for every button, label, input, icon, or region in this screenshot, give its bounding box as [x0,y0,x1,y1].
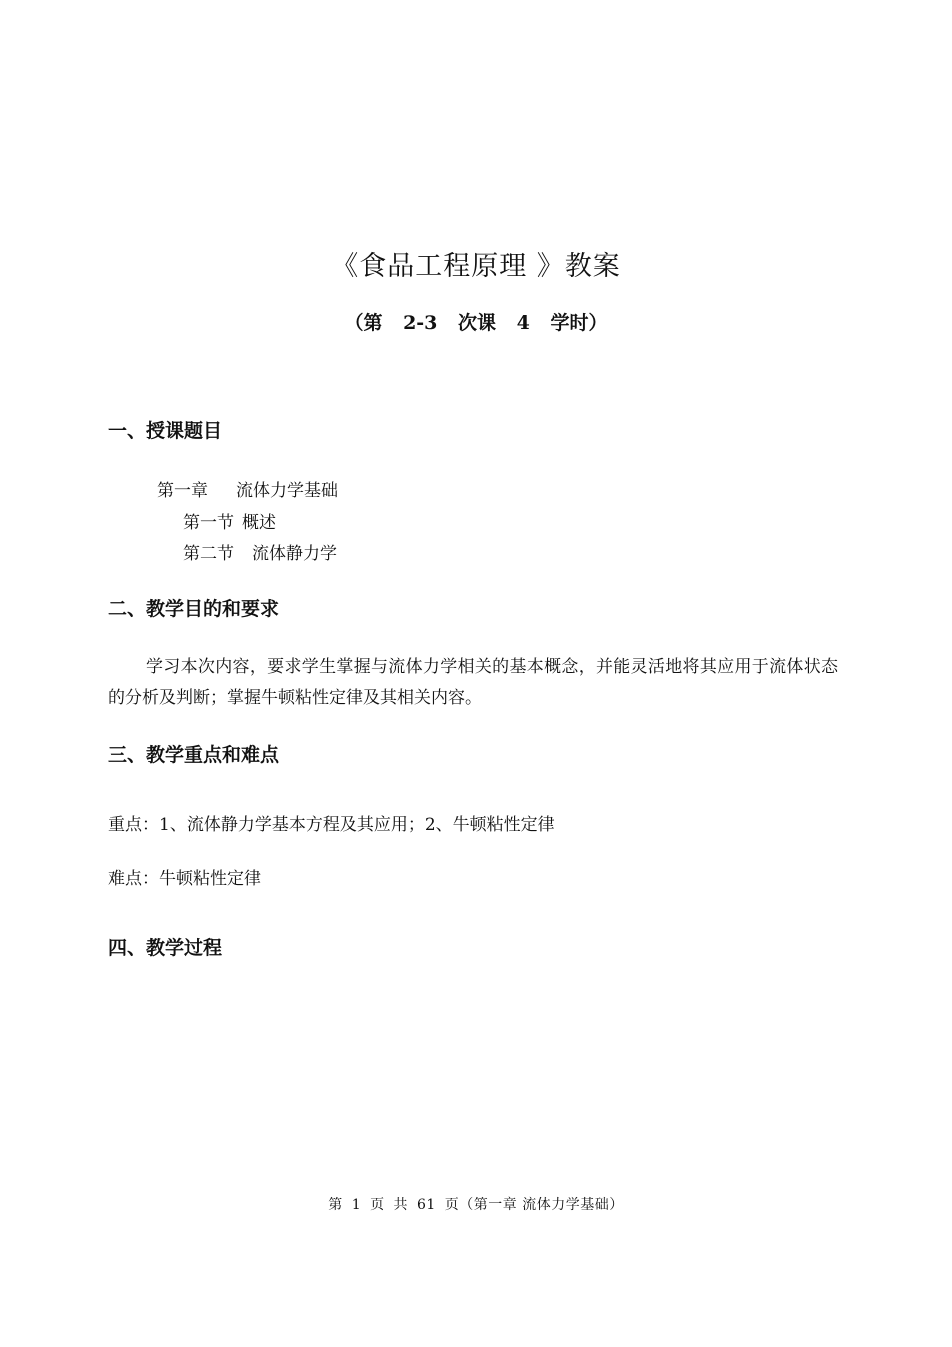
lesson-hours: 4 [516,312,530,334]
difficulties-line: 难点：牛顿粘性定律 [108,869,261,889]
footer-page-number: 1 [351,1197,362,1213]
section-heading-topic: 一、授课题目 [108,420,223,442]
subsection-label: 第一节 [183,513,234,533]
subsection-label: 第二节 [183,544,234,564]
subsection-title: 流体静力学 [252,544,337,564]
page-footer [0,1194,952,1214]
key-points-line: 重点：1、流体静力学基本方程及其应用；2、牛顿粘性定律 [108,815,555,835]
section-heading-key-points: 三、教学重点和难点 [108,744,280,766]
section-heading-process: 四、教学过程 [108,937,223,959]
footer-total-label: 共 [393,1197,409,1213]
lesson-info [0,308,952,335]
objectives-paragraph: 学习本次内容，要求学生掌握与流体力学相关的基本概念，并能灵活地将其应用于流体状态的分析及判断；掌握牛顿粘性定律及其相关内容。 [108,657,838,708]
lesson-hours-unit: 学时） [550,312,608,334]
chapter-line [157,476,338,501]
footer-page-unit: 页 [370,1197,385,1213]
document-title: 《食品工程原理 》教案 [331,251,621,282]
section-heading-objectives: 二、教学目的和要求 [108,598,280,620]
chapter-title: 流体力学基础 [236,481,338,501]
subsection-line-2 [183,539,337,564]
footer-total-pages: 61 [417,1197,436,1213]
footer-page-label: 第 [328,1197,343,1213]
subsection-title: 概述 [242,513,276,533]
lesson-prefix: （第 [344,312,383,334]
subsection-line-1 [183,508,276,533]
chapter-label: 第一章 [157,481,208,501]
footer-chapter-note: 页（第一章 流体力学基础） [444,1197,624,1213]
lesson-range: 2-3 [403,312,438,334]
lesson-unit: 次课 [458,312,497,334]
